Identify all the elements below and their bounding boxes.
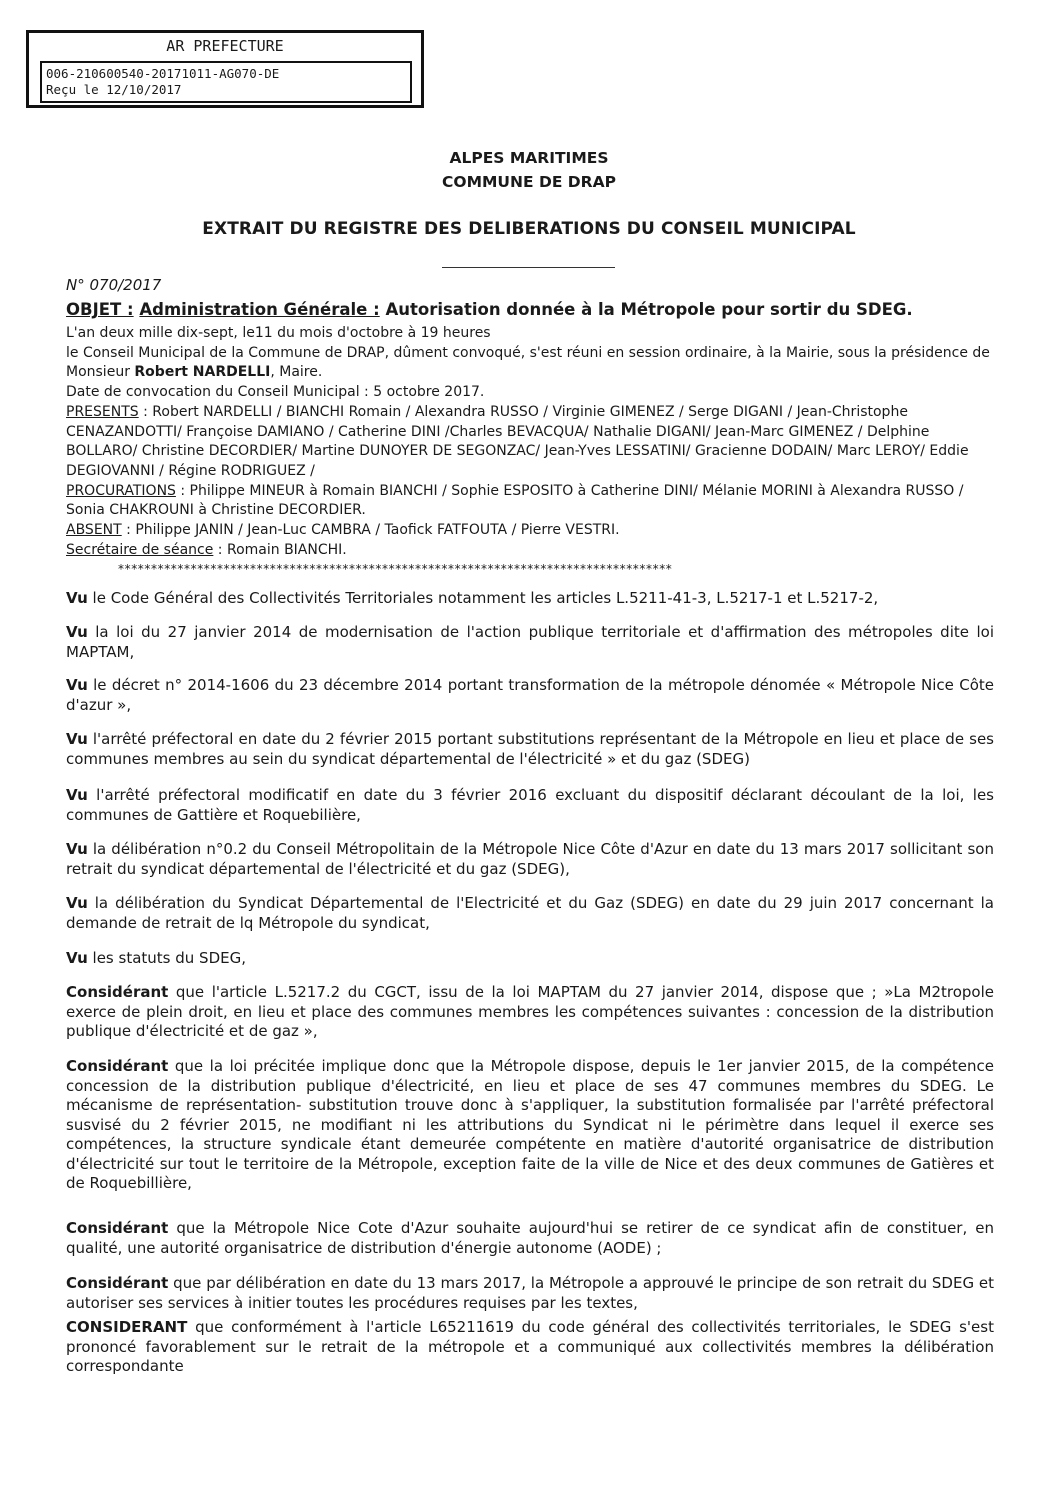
paragraph-lead: Vu bbox=[66, 840, 88, 858]
document-title: EXTRAIT DU REGISTRE DES DELIBERATIONS DU CONSEIL MUNICIPAL bbox=[202, 219, 856, 239]
paragraph bbox=[66, 894, 994, 933]
convocation-date: Date de convocation du Conseil Municipal : 5 octobre 2017. bbox=[66, 384, 485, 401]
objet-category: Administration Générale : bbox=[139, 300, 380, 319]
paragraph bbox=[66, 730, 994, 769]
presents-list bbox=[66, 403, 994, 482]
paragraph-text: la loi du 27 janvier 2014 de modernisation de l'action publique territoriale et d'affirmation des métropoles dite loi MAPTAM, bbox=[66, 623, 994, 661]
paragraph-lead: Considérant bbox=[66, 1057, 169, 1075]
objet-text: Autorisation donnée à la Métropole pour sortir du SDEG. bbox=[385, 300, 913, 319]
paragraph-lead: Vu bbox=[66, 589, 88, 607]
presents-label: PRESENTS bbox=[66, 403, 139, 420]
procurations-names: : Philippe MINEUR à Romain BIANCHI / Sophie ESPOSITO à Catherine DINI/ Mélanie MORINI à Alexandra RUSSO / Sonia CHAKROUNI à Christine DECORDIER. bbox=[66, 482, 964, 519]
paragraph-lead: Vu bbox=[66, 786, 88, 804]
stamp-reference-box bbox=[40, 61, 412, 103]
paragraph bbox=[66, 623, 994, 662]
paragraph-lead: Vu bbox=[66, 949, 88, 967]
paragraph-text: que l'article L.5217.2 du CGCT, issu de la loi MAPTAM du 27 janvier 2014, dispose que ; »La M2tropole exerce de plein droit, en lieu et place des communes membres les compétences suivantes : concession de la distribution publique d'électricité et de gaz », bbox=[66, 983, 994, 1040]
department-name: ALPES MARITIMES bbox=[449, 149, 609, 167]
deliberation-number: N° 070/2017 bbox=[66, 276, 162, 294]
stamp-title: AR PREFECTURE bbox=[166, 37, 284, 55]
paragraph bbox=[66, 676, 994, 715]
objet-line bbox=[66, 300, 913, 319]
paragraph bbox=[66, 589, 994, 609]
absent-names: : Philippe JANIN / Jean-Luc CAMBRA / Taofick FATFOUTA / Pierre VESTRI. bbox=[121, 522, 620, 539]
paragraph bbox=[66, 840, 994, 879]
paragraph bbox=[66, 949, 994, 969]
paragraph-lead: Vu bbox=[66, 676, 88, 694]
session-text-a: le Conseil Municipal de la Commune de DRAP, dûment convoqué, s'est réuni en session ordinaire, à la Mairie, sous la présidence de Monsieur bbox=[66, 344, 990, 381]
secretaire-label: Secrétaire de séance bbox=[66, 541, 214, 558]
title-divider bbox=[442, 267, 615, 268]
presents-names: : Robert NARDELLI / BIANCHI Romain / Alexandra RUSSO / Virginie GIMENEZ / Serge DIGANI / Jean-Christophe CENAZANDOTTI/ Françoise DAMIANO / Catherine DINI /Charles BEVACQUA/ Nathalie DIGANI/ Jean-Marc GIMENEZ / Delphine BOLLARO/ Christine DECORDIER/ Martine DUNOYER DE SEGONZAC/ Jean-Yves LESSATINI/ Gracienne DODAIN/ Marc LEROY/ Eddie DEGIOVANNI / Régine RODRIGUEZ / bbox=[66, 403, 969, 479]
paragraph-lead: Vu bbox=[66, 623, 88, 641]
absent-label: ABSENT bbox=[66, 522, 122, 539]
paragraph-text: les statuts du SDEG, bbox=[87, 949, 246, 967]
paragraph bbox=[66, 983, 994, 1042]
paragraph-lead: CONSIDERANT bbox=[66, 1318, 188, 1336]
paragraph-text: l'arrêté préfectoral en date du 2 février 2015 portant substitutions représentant de la Métropole en lieu et place de ses communes membres au sein du syndicat départemental de l'électricité » et du gaz (SDEG) bbox=[66, 730, 994, 768]
paragraph-lead: Vu bbox=[66, 730, 88, 748]
absent-list bbox=[66, 521, 994, 541]
president-name: Robert NARDELLI bbox=[134, 364, 271, 381]
session-block bbox=[66, 324, 994, 560]
paragraph bbox=[66, 1219, 994, 1258]
session-text-b: , Maire. bbox=[270, 364, 323, 381]
paragraph-text: la délibération du Syndicat Départemental de l'Electricité et du Gaz (SDEG) en date du 29 juin 2017 concernant la demande de retrait de lq Métropole du syndicat, bbox=[66, 894, 994, 932]
prefecture-stamp bbox=[26, 30, 424, 108]
procurations-label: PROCURATIONS bbox=[66, 482, 176, 499]
commune-name: COMMUNE DE DRAP bbox=[442, 173, 616, 191]
objet-label: OBJET : bbox=[66, 300, 134, 319]
procurations-list bbox=[66, 482, 994, 521]
paragraph bbox=[66, 1274, 994, 1313]
session-date: L'an deux mille dix-sept, le11 du mois d'octobre à 19 heures bbox=[66, 325, 491, 341]
paragraph-lead: Vu bbox=[66, 894, 88, 912]
paragraph-text: que conformément à l'article L65211619 du code général des collectivités territoriales, le SDEG s'est prononcé favorablement sur le retrait de la métropole et a communiqué aux collectivités membres la délibération correspondante bbox=[66, 1318, 994, 1375]
paragraph-text: que la loi précitée implique donc que la Métropole dispose, depuis le 1er janvier 2015, de la compétence concession de la distribution publique d'électricité, en lieu et place de ses 47 communes membres du SDEG. Le mécanisme de représentation- substitution trouve donc à s'appliquer, la substitution formalisée par l'arrêté préfectoral susvisé du 2 février 2015, ne modifiant ni les attributions du Syndicat ni le périmètre dans lequel il exerce ses compétences, la structure syndicale étant demeurée compétente en matière d'autorité organisatrice de distribution d'électricité sur tout le territoire de la Métropole, exception faite de la ville de Nice et des deux communes de Gatières et de Roquebillière, bbox=[66, 1057, 994, 1192]
paragraph-lead: Considérant bbox=[66, 1219, 169, 1237]
paragraph bbox=[66, 786, 994, 825]
stamp-reference: 006-210600540-20171011-AG070-DE bbox=[46, 66, 280, 81]
stamp-received-date: Reçu le 12/10/2017 bbox=[46, 82, 182, 97]
header-block bbox=[0, 146, 1058, 194]
paragraph-text: l'arrêté préfectoral modificatif en date du 3 février 2016 excluant du dispositif déclarant découlant de la loi, les communes de Gattière et Roquebilière, bbox=[66, 786, 994, 824]
separator-stars: ************************************************************************************ bbox=[118, 562, 673, 576]
paragraph-text: le décret n° 2014-1606 du 23 décembre 2014 portant transformation de la métropole dénomée « Métropole Nice Côte d'azur », bbox=[66, 676, 994, 714]
session-convocation-text bbox=[66, 344, 994, 383]
paragraph-lead: Considérant bbox=[66, 983, 169, 1001]
secretaire-name: : Romain BIANCHI. bbox=[213, 541, 347, 558]
secretaire-line bbox=[66, 541, 994, 561]
paragraph-text: que la Métropole Nice Cote d'Azur souhaite aujourd'hui se retirer de ce syndicat afin de constituer, en qualité, une autorité organisatrice de distribution d'énergie autonome (AODE) ; bbox=[66, 1219, 994, 1257]
paragraph-text: que par délibération en date du 13 mars 2017, la Métropole a approuvé le principe de son retrait du SDEG et autoriser ses services à initier toutes les procédures requises par les textes, bbox=[66, 1274, 994, 1312]
paragraph bbox=[66, 1057, 994, 1194]
paragraph-text: le Code Général des Collectivités Territoriales notamment les articles L.5211-41-3, L.5217-1 et L.5217-2, bbox=[87, 589, 879, 607]
paragraph-lead: Considérant bbox=[66, 1274, 169, 1292]
paragraph bbox=[66, 1318, 994, 1377]
paragraph-text: la délibération n°0.2 du Conseil Métropolitain de la Métropole Nice Côte d'Azur en date du 13 mars 2017 sollicitant son retrait du syndicat départemental de l'électricité et du gaz (SDEG), bbox=[66, 840, 994, 878]
